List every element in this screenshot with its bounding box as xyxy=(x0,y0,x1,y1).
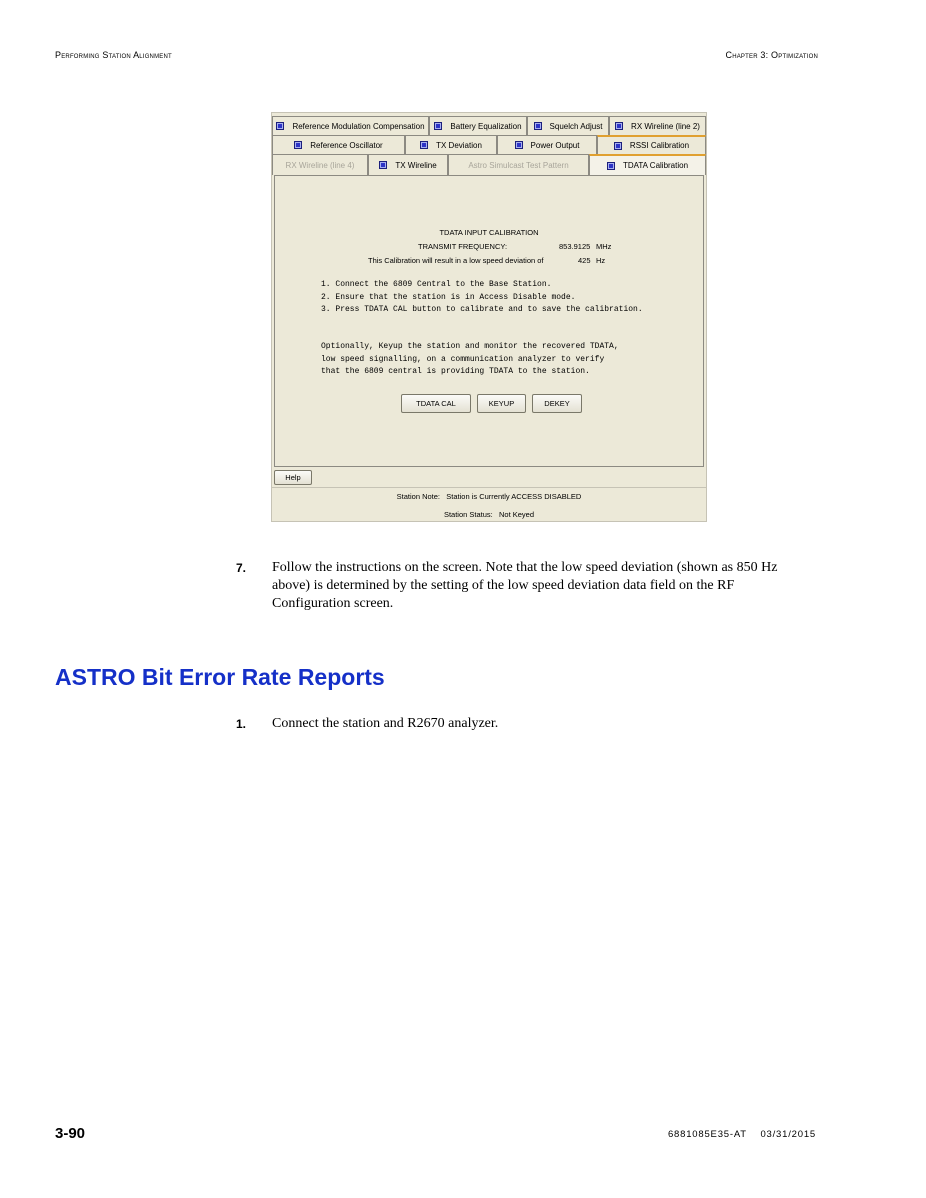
step-7-line-3: Configuration screen. xyxy=(272,596,394,611)
tab-indicator-icon xyxy=(434,122,442,130)
deviation-unit: Hz xyxy=(596,256,606,265)
screenshot-tdata-calibration xyxy=(271,112,707,522)
tab-tx-wireline[interactable]: TX Wireline xyxy=(368,154,448,175)
tab-indicator-icon xyxy=(534,122,542,130)
optional-line-1: Optionally, Keyup the station and monitor the recovered TDATA, xyxy=(321,342,619,351)
station-note-label: Station Note: xyxy=(396,492,441,501)
tab-tx-deviation[interactable]: TX Deviation xyxy=(405,135,497,154)
tab-rssi-calibration[interactable]: RSSI Calibration xyxy=(597,135,706,154)
step-1-text: Connect the station and R2670 analyzer. xyxy=(272,716,499,731)
tab-indicator-icon xyxy=(614,142,622,150)
tab-squelch-adjust[interactable]: Squelch Adjust xyxy=(527,116,609,135)
help-button[interactable]: Help xyxy=(274,470,312,485)
tab-row-2 xyxy=(272,135,706,154)
optional-line-3: that the 6809 central is providing TDATA to the station. xyxy=(321,367,590,376)
instruction-step-1: 1. Connect the 6809 Central to the Base Station. xyxy=(321,280,552,289)
station-status xyxy=(272,510,706,519)
transmit-frequency-unit: MHz xyxy=(596,242,612,251)
tdata-calibration-panel xyxy=(274,175,704,467)
dekey-button[interactable]: DEKEY xyxy=(532,394,582,413)
tab-indicator-icon xyxy=(607,162,615,170)
running-header-left: Performing Station Alignment xyxy=(55,50,172,60)
step-7-line-1: Follow the instructions on the screen. Note that the low speed deviation (shown as 850 Hz xyxy=(272,560,778,575)
deviation-value: 425 xyxy=(578,256,591,265)
tab-indicator-icon xyxy=(615,122,623,130)
optional-line-2: low speed signalling, on a communication analyzer to verify xyxy=(321,354,605,364)
tab-indicator-icon xyxy=(515,141,523,149)
transmit-frequency-label: TRANSMIT FREQUENCY: xyxy=(418,242,508,251)
tab-indicator-icon xyxy=(379,161,387,169)
page-number: 3-90 xyxy=(55,1125,86,1142)
step-7-line-2: above) is determined by the setting of the low speed deviation data field on the RF xyxy=(272,578,735,593)
document-id: 6881085E35-AT 03/31/2015 xyxy=(667,1129,816,1140)
keyup-button[interactable]: KEYUP xyxy=(477,394,526,413)
tab-astro-simulcast-test-pattern[interactable]: Astro Simulcast Test Pattern xyxy=(448,154,589,175)
section-title: ASTRO Bit Error Rate Reports xyxy=(55,664,385,690)
tab-tdata-calibration[interactable]: TDATA Calibration xyxy=(589,154,706,175)
tab-indicator-icon xyxy=(420,141,428,149)
station-status-value: Not Keyed xyxy=(499,510,535,519)
instruction-step-3: 3. Press TDATA CAL button to calibrate and to save the calibration. xyxy=(321,305,643,314)
station-note xyxy=(272,492,706,501)
tab-row-1 xyxy=(272,116,706,135)
tab-row-3 xyxy=(272,154,706,175)
station-status-label: Station Status: xyxy=(443,510,493,519)
status-divider xyxy=(272,487,706,488)
tab-battery-equalization[interactable]: Battery Equalization xyxy=(429,116,527,135)
step-7-number: 7. xyxy=(236,561,247,575)
tab-rx-wireline-line-2[interactable]: RX Wireline (line 2) xyxy=(609,116,706,135)
tab-indicator-icon xyxy=(294,141,302,149)
running-header-right: Chapter 3: Optimization xyxy=(725,50,818,60)
tab-indicator-icon xyxy=(276,122,284,130)
tab-reference-oscillator[interactable]: Reference Oscillator xyxy=(272,135,405,154)
transmit-frequency-value: 853.9125 xyxy=(559,242,591,251)
station-note-value: Station is Currently ACCESS DISABLED xyxy=(446,492,582,501)
deviation-label: This Calibration will result in a low speed deviation of xyxy=(368,256,544,265)
tab-reference-modulation-compensation[interactable]: Reference Modulation Compensation xyxy=(272,116,429,135)
instruction-step-2: 2. Ensure that the station is in Access Disable mode. xyxy=(321,292,576,302)
tab-rx-wireline-line-4[interactable]: RX Wireline (line 4) xyxy=(272,154,368,175)
panel-title: TDATA INPUT CALIBRATION xyxy=(439,228,539,237)
step-1-number: 1. xyxy=(236,717,247,731)
tdata-cal-button[interactable]: TDATA CAL xyxy=(401,394,471,413)
tab-power-output[interactable]: Power Output xyxy=(497,135,597,154)
